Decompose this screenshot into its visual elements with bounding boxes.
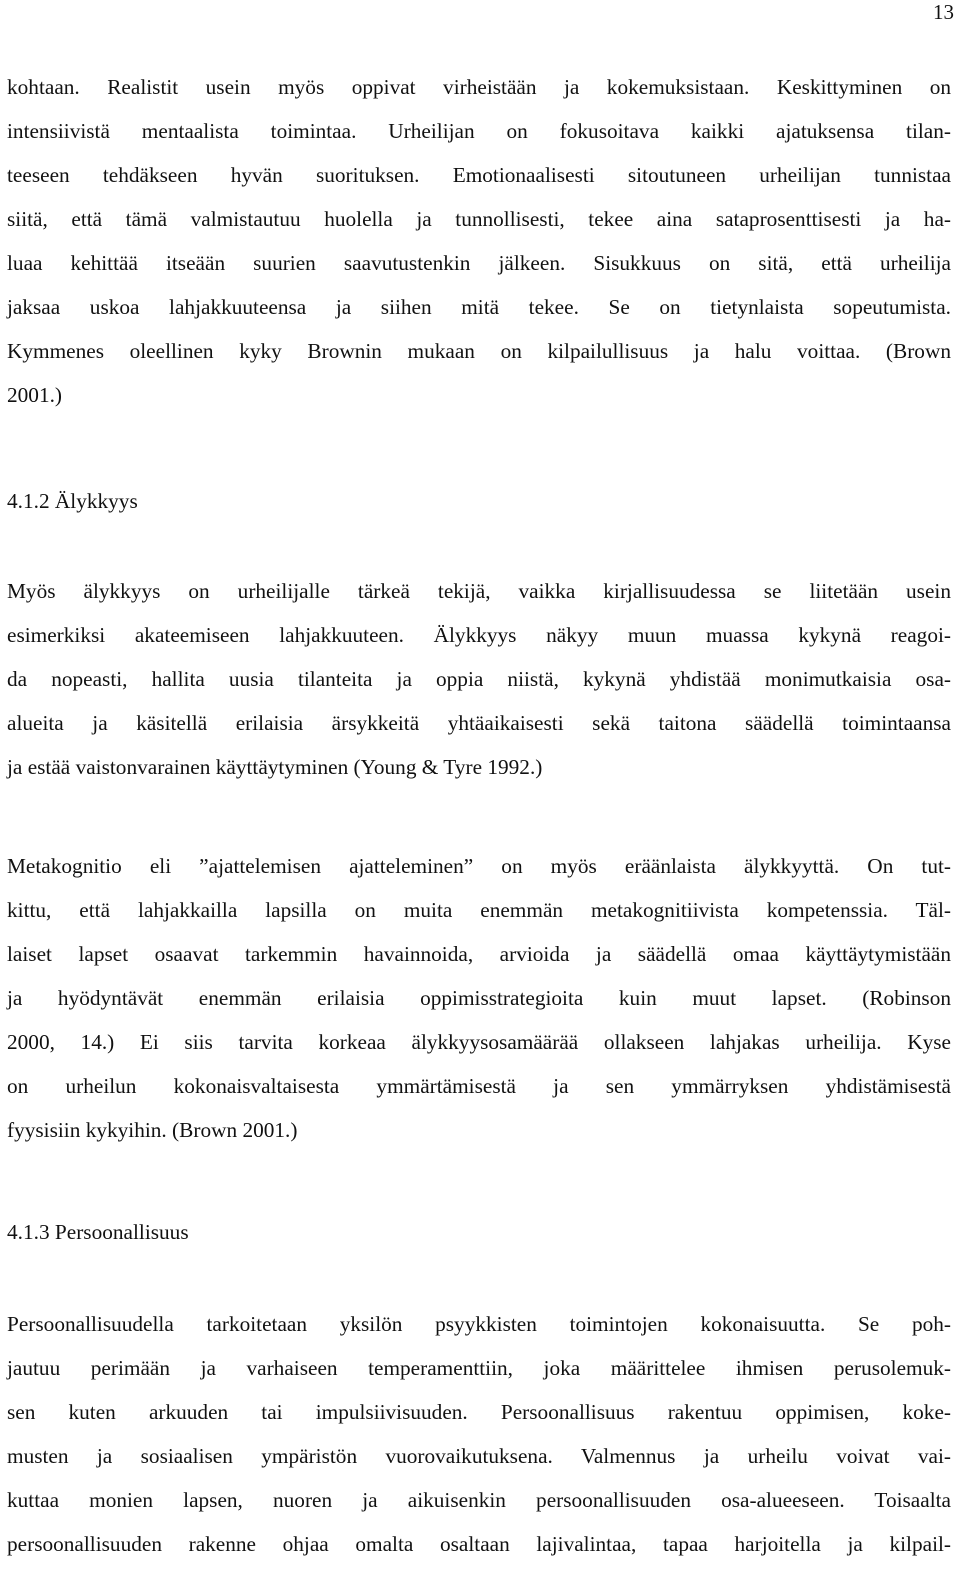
paragraph-line: esimerkiksi akateemiseen lahjakkuuteen. Älykkyys näkyy muun muassa kykynä reagoi- xyxy=(7,623,951,647)
paragraph-line: teeseen tehdäkseen hyvän suorituksen. Emotionaalisesti sitoutuneen urheilijan tunnistaa xyxy=(7,163,951,187)
paragraph-line: 2000, 14.) Ei siis tarvita korkeaa älykkyysosamäärää ollakseen lahjakas urheilija. Kyse xyxy=(7,1030,951,1054)
paragraph-line: da nopeasti, hallita uusia tilanteita ja oppia niistä, kykynä yhdistää monimutkaisia osa- xyxy=(7,667,951,691)
paragraph-line: siitä, että tämä valmistautuu huolella ja tunnollisesti, tekee aina sataprosenttisesti ja ha- xyxy=(7,207,951,231)
paragraph-line: ja estää vaistonvarainen käyttäytyminen (Young & Tyre 1992.) xyxy=(7,755,543,779)
paragraph-line: ja hyödyntävät enemmän erilaisia oppimisstrategioita kuin muut lapset. (Robinson xyxy=(7,986,951,1010)
paragraph-line: alueita ja käsitellä erilaisia ärsykkeitä yhtäaikaisesti sekä taitona säädellä toimintaansa xyxy=(7,711,951,735)
section-heading: 4.1.2 Älykkyys xyxy=(7,489,138,513)
section-heading: 4.1.3 Persoonallisuus xyxy=(7,1220,189,1244)
paragraph-line: luaa kehittää itseään suurien saavutustenkin jälkeen. Sisukkuus on sitä, että urheilija xyxy=(7,251,951,275)
paragraph-line: kohtaan. Realistit usein myös oppivat virheistään ja kokemuksistaan. Keskittyminen on xyxy=(7,75,951,99)
paragraph-line: Kymmenes oleellinen kyky Brownin mukaan on kilpailullisuus ja halu voittaa. (Brown xyxy=(7,339,951,363)
paragraph-line: Myös älykkyys on urheilijalle tärkeä tekijä, vaikka kirjallisuudessa se liitetään usein xyxy=(7,579,951,603)
paragraph-line: kuttaa monien lapsen, nuoren ja aikuisenkin persoonallisuuden osa-alueeseen. Toisaalta xyxy=(7,1488,951,1512)
paragraph-line: fyysisiin kykyihin. (Brown 2001.) xyxy=(7,1118,298,1142)
paragraph-line: jaksaa uskoa lahjakkuuteensa ja siihen mitä tekee. Se on tietynlaista sopeutumista. xyxy=(7,295,951,319)
paragraph-line: musten ja sosiaalisen ympäristön vuorovaikutuksena. Valmennus ja urheilu voivat vai- xyxy=(7,1444,951,1468)
paragraph-line: sen kuten arkuuden tai impulsiivisuuden. Persoonallisuus rakentuu oppimisen, koke- xyxy=(7,1400,951,1424)
paragraph-line: persoonallisuuden rakenne ohjaa omalta osaltaan lajivalintaa, tapaa harjoitella ja kilpail- xyxy=(7,1532,951,1556)
page-number: 13 xyxy=(933,0,954,24)
paragraph-line: laiset lapset osaavat tarkemmin havainnoida, arvioida ja säädellä omaa käyttäytymistään xyxy=(7,942,951,966)
paragraph-line: jautuu perimään ja varhaiseen temperamenttiin, joka määrittelee ihmisen perusolemuk- xyxy=(7,1356,951,1380)
paragraph-line: Persoonallisuudella tarkoitetaan yksilön psyykkisten toimintojen kokonaisuutta. Se poh- xyxy=(7,1312,951,1336)
paragraph-line: on urheilun kokonaisvaltaisesta ymmärtämisestä ja sen ymmärryksen yhdistämisestä xyxy=(7,1074,951,1098)
paragraph-line: Metakognitio eli ”ajattelemisen ajatteleminen” on myös eräänlaista älykkyyttä. On tut- xyxy=(7,854,951,878)
paragraph-line: 2001.) xyxy=(7,383,63,407)
paragraph-line: intensiivistä mentaalista toimintaa. Urheilijan on fokusoitava kaikki ajatuksensa tilan- xyxy=(7,119,951,143)
paragraph-line: kittu, että lahjakkailla lapsilla on muita enemmän metakognitiivista kompetenssia. Täl- xyxy=(7,898,951,922)
